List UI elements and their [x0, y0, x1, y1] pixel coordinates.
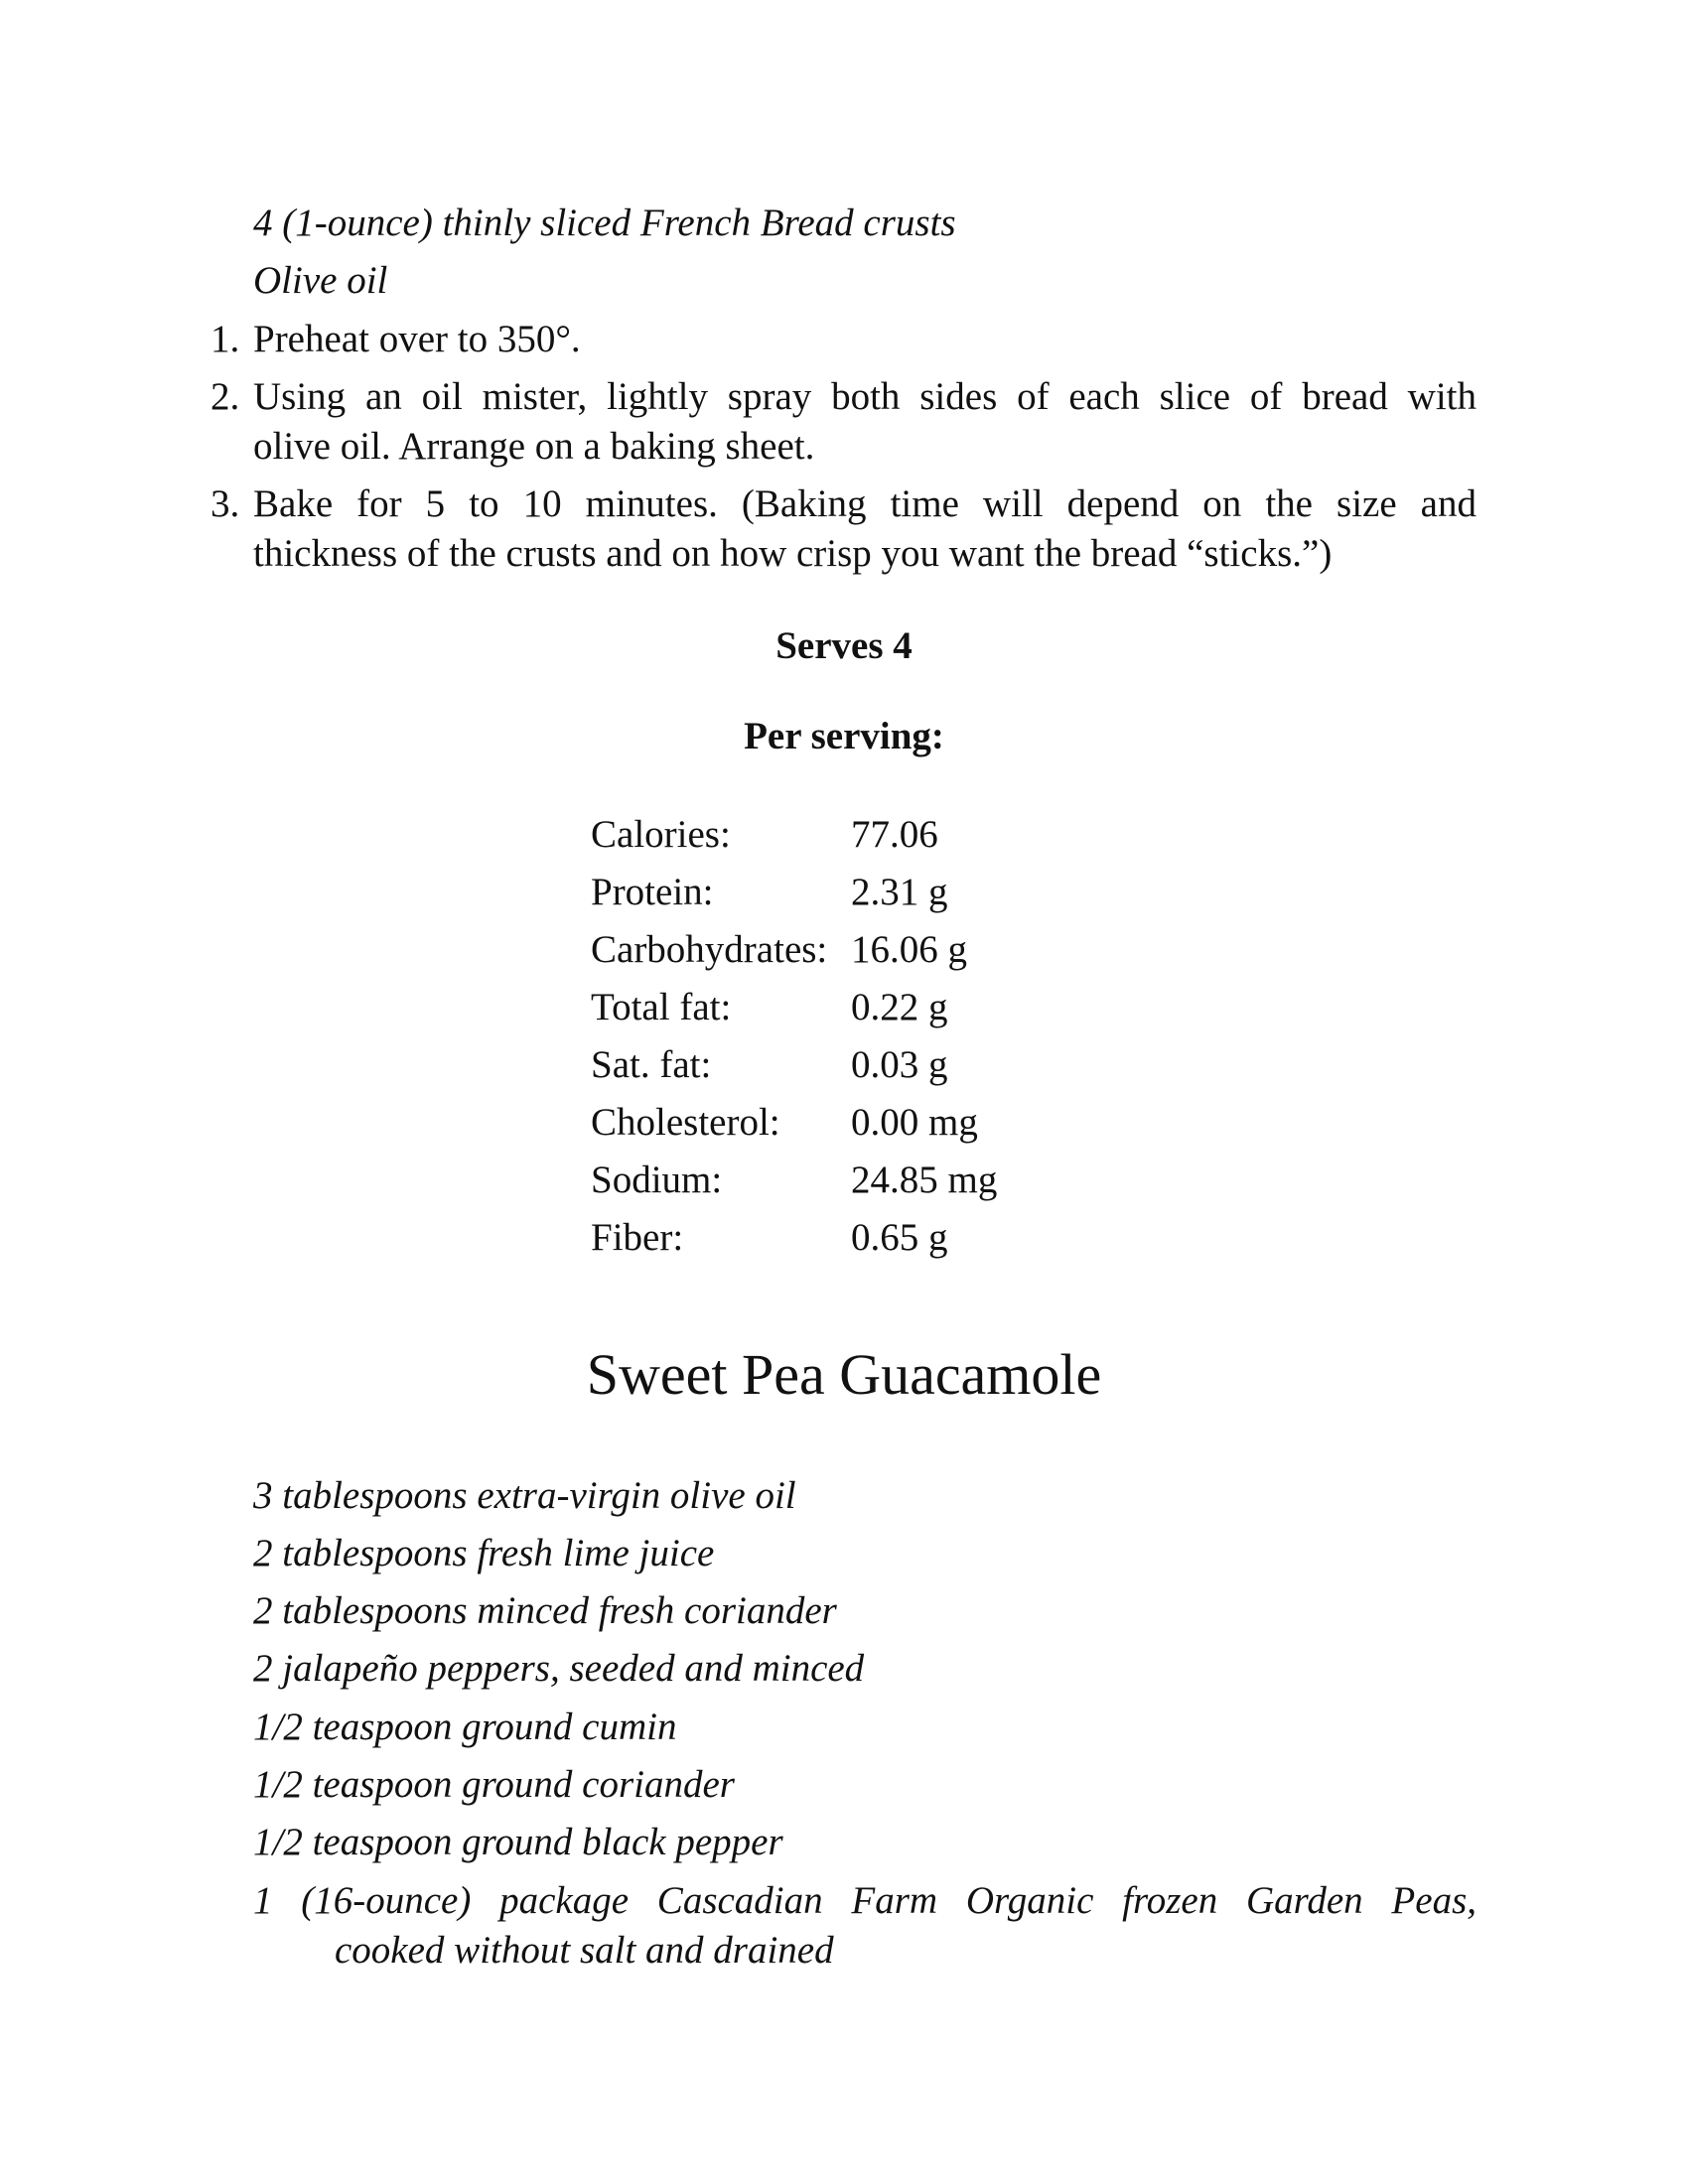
nutrition-table [591, 806, 997, 1267]
nutrition-label: Carbohydrates: [591, 928, 828, 971]
nutrition-label: Fiber: [591, 1216, 684, 1259]
nutrition-label: Sodium: [591, 1159, 723, 1201]
step-text: Using an oil mister, lightly spray both sides of each slice of bread with [253, 375, 1477, 418]
step-number: 1. [211, 318, 240, 360]
step-text: thickness of the crusts and on how crisp you want the bread “sticks.”) [253, 532, 1333, 575]
ingredient-line: 2 tablespoons fresh lime juice [253, 1532, 715, 1574]
nutrition-row [591, 1094, 997, 1152]
nutrition-row [591, 806, 997, 864]
nutrition-value: 0.03 g [851, 1043, 948, 1086]
ingredient-line: Olive oil [253, 259, 388, 302]
ingredient-text: 1 (16-ounce) package Cascadian Farm Organic frozen Garden Peas, [253, 1879, 1477, 1922]
step-number: 2. [211, 375, 240, 418]
nutrition-value: 0.65 g [851, 1216, 948, 1259]
step-item [211, 372, 1477, 472]
ingredient-line: 1/2 teaspoon ground black pepper [253, 1821, 783, 1863]
ingredient-line: 1/2 teaspoon ground coriander [253, 1763, 735, 1806]
nutrition-value: 16.06 g [851, 928, 967, 971]
nutrition-label: Cholesterol: [591, 1101, 780, 1144]
nutrition-value: 77.06 [851, 813, 938, 856]
step-item [211, 315, 1477, 364]
nutrition-label: Sat. fat: [591, 1043, 712, 1086]
serves-heading: Serves 4 [775, 624, 913, 667]
step-number: 3. [211, 482, 240, 525]
ingredient-line: 2 tablespoons minced fresh coriander [253, 1589, 837, 1632]
step-text: Bake for 5 to 10 minutes. (Baking time will depend on the size and [253, 482, 1477, 525]
nutrition-row [591, 1209, 997, 1267]
recipe-title: Sweet Pea Guacamole [586, 1342, 1102, 1407]
nutrition-row [591, 1152, 997, 1209]
ingredient-line: 4 (1-ounce) thinly sliced French Bread crusts [253, 202, 956, 244]
nutrition-value: 0.22 g [851, 986, 948, 1028]
nutrition-label: Protein: [591, 871, 714, 913]
step-item [211, 479, 1477, 579]
nutrition-value: 2.31 g [851, 871, 948, 913]
ingredient-line: 3 tablespoons extra-virgin olive oil [253, 1474, 796, 1517]
per-serving-heading: Per serving: [744, 715, 944, 757]
ingredient-line: 1/2 teaspoon ground cumin [253, 1706, 677, 1748]
nutrition-row [591, 921, 997, 979]
nutrition-label: Calories: [591, 813, 731, 856]
nutrition-value: 24.85 mg [851, 1159, 998, 1201]
nutrition-row [591, 864, 997, 921]
nutrition-value: 0.00 mg [851, 1101, 978, 1144]
step-text: olive oil. Arrange on a baking sheet. [253, 425, 815, 468]
ingredient-line: 2 jalapeño peppers, seeded and minced [253, 1647, 865, 1690]
ingredient-line [253, 1876, 1477, 1976]
ingredient-text: cooked without salt and drained [335, 1929, 834, 1972]
nutrition-row [591, 979, 997, 1036]
nutrition-row [591, 1036, 997, 1094]
step-text: Preheat over to 350°. [253, 318, 581, 360]
nutrition-label: Total fat: [591, 986, 732, 1028]
